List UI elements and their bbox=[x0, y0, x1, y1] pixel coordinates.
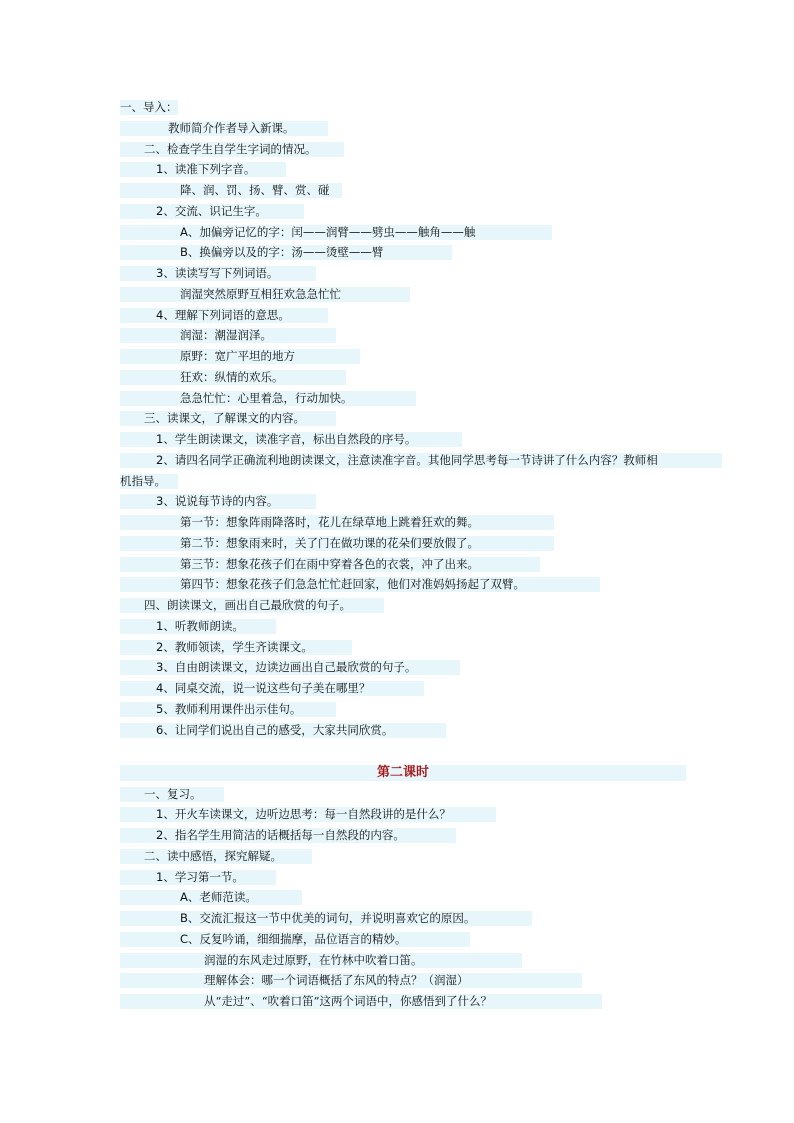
line-text: 2、交流、识记生字。 bbox=[156, 204, 267, 218]
line-text: 从“走过”、“吹着口笛”这两个词语中，你感悟到了什么？ bbox=[204, 994, 493, 1008]
text-line bbox=[120, 411, 336, 426]
line-text: 1、学习第一节。 bbox=[156, 870, 244, 884]
text-line bbox=[120, 287, 410, 302]
text-line bbox=[120, 932, 470, 947]
line-text: C、反复吟诵，细细揣摩，品位语言的精妙。 bbox=[180, 932, 407, 946]
text-line bbox=[120, 557, 540, 572]
line-text: 3、自由朗读课文，边读边画出自己最欣赏的句子。 bbox=[156, 660, 417, 674]
text-line bbox=[120, 994, 602, 1009]
text-line bbox=[120, 391, 416, 406]
line-text: 第三节：想象花孩子们在雨中穿着各色的衣裳，冲了出来。 bbox=[180, 557, 479, 571]
text-line bbox=[120, 308, 328, 323]
line-text: 急急忙忙：心里着急，行动加快。 bbox=[180, 391, 353, 405]
text-line bbox=[120, 787, 224, 802]
text-line bbox=[120, 349, 360, 364]
line-text: 机指导。 bbox=[120, 474, 166, 488]
text-line bbox=[120, 162, 286, 177]
text-line bbox=[120, 973, 582, 988]
line-text: 二、读中感悟，探究解疑。 bbox=[144, 849, 282, 863]
text-line bbox=[120, 619, 276, 634]
text-line bbox=[120, 911, 532, 926]
text-line bbox=[120, 577, 600, 592]
text-line bbox=[120, 474, 178, 489]
line-text: 原野：宽广平坦的地方 bbox=[180, 349, 295, 363]
text-line bbox=[120, 453, 722, 468]
text-line bbox=[120, 640, 352, 655]
line-text: 四、朗读课文，画出自己最欣赏的句子。 bbox=[144, 598, 351, 612]
line-text: B、交流汇报这一节中优美的词句，并说明喜欢它的原因。 bbox=[180, 911, 476, 925]
text-line bbox=[120, 953, 522, 968]
line-text: 3、读读写写下列词语。 bbox=[156, 266, 279, 280]
text-line bbox=[120, 183, 342, 198]
line-text: 3、说说每节诗的内容。 bbox=[156, 494, 279, 508]
text-line bbox=[120, 266, 316, 281]
line-text: 1、听教师朗读。 bbox=[156, 619, 244, 633]
text-line bbox=[120, 849, 312, 864]
line-text: 教师简介作者导入新课。 bbox=[168, 121, 295, 135]
line-text: B、换偏旁以及的字：汤——烫壁——臂 bbox=[180, 245, 384, 259]
text-line bbox=[120, 536, 554, 551]
line-text: 润湿突然原野互相狂欢急急忙忙 bbox=[180, 287, 341, 301]
line-text: 2、指名学生用简洁的话概括每一自然段的内容。 bbox=[156, 828, 405, 842]
text-line bbox=[120, 681, 424, 696]
line-text: 润湿的东风走过原野，在竹林中吹着口笛。 bbox=[204, 953, 423, 967]
line-text: 6、让同学们说出自己的感受，大家共同欣赏。 bbox=[156, 723, 394, 737]
line-text: 4、理解下列词语的意思。 bbox=[156, 308, 290, 322]
text-line bbox=[120, 723, 446, 738]
line-text: 润湿：潮湿润泽。 bbox=[180, 328, 272, 342]
text-line bbox=[120, 121, 328, 136]
line-text: A、加偏旁记忆的字：闰——润臂——劈虫——触角——触 bbox=[180, 225, 476, 239]
line-text: 1、读准下列字音。 bbox=[156, 162, 256, 176]
text-line bbox=[120, 515, 554, 530]
line-text: 2、教师领读，学生齐读课文。 bbox=[156, 640, 313, 654]
line-text: 2、请四名同学正确流利地朗读课文，注意读准字音。其他同学思考每一节诗讲了什么内容？教师相 bbox=[156, 453, 658, 467]
line-text: A、老师范读。 bbox=[180, 890, 257, 904]
line-text: 三、读课文，了解课文的内容。 bbox=[144, 411, 305, 425]
text-line bbox=[120, 807, 496, 822]
line-text: 理解体会：哪一个词语概括了东风的特点？（润湿） bbox=[204, 973, 469, 987]
text-line bbox=[120, 598, 384, 613]
text-line bbox=[120, 870, 276, 885]
line-text: 一、复习。 bbox=[144, 787, 202, 801]
text-line bbox=[120, 890, 302, 905]
text-line bbox=[120, 204, 304, 219]
text-line bbox=[120, 328, 336, 343]
line-text: 第四节：想象花孩子们急急忙忙赶回家，他们对准妈妈扬起了双臂。 bbox=[180, 577, 525, 591]
line-text: 狂欢：纵情的欢乐。 bbox=[180, 370, 284, 384]
line-text: 第一节：想象阵雨降落时，花儿在绿草地上跳着狂欢的舞。 bbox=[180, 515, 479, 529]
section-heading: 第二课时 bbox=[120, 765, 686, 781]
text-line bbox=[120, 100, 178, 115]
line-text: 第二节：想象雨来时，关了门在做功课的花朵们要放假了。 bbox=[180, 536, 479, 550]
line-text: 1、开火车读课文，边听边思考：每一自然段讲的是什么？ bbox=[156, 807, 451, 821]
line-text: 5、教师利用课件出示佳句。 bbox=[156, 702, 302, 716]
text-line bbox=[120, 370, 346, 385]
text-line bbox=[120, 660, 460, 675]
line-text: 降、润、罚、扬、臂、赏、碰 bbox=[180, 183, 330, 197]
line-text: 1、学生朗读课文，读准字音，标出自然段的序号。 bbox=[156, 432, 417, 446]
text-line bbox=[120, 245, 452, 260]
text-line bbox=[120, 494, 316, 509]
text-line bbox=[120, 432, 462, 447]
text-line bbox=[120, 142, 344, 157]
text-line bbox=[120, 828, 456, 843]
line-text: 一、导入： bbox=[120, 100, 178, 114]
text-line bbox=[120, 225, 552, 240]
text-line bbox=[120, 702, 336, 717]
line-text: 4、同桌交流，说一说这些句子美在哪里？ bbox=[156, 681, 371, 695]
line-text: 二、检查学生自学生字词的情况。 bbox=[144, 142, 317, 156]
